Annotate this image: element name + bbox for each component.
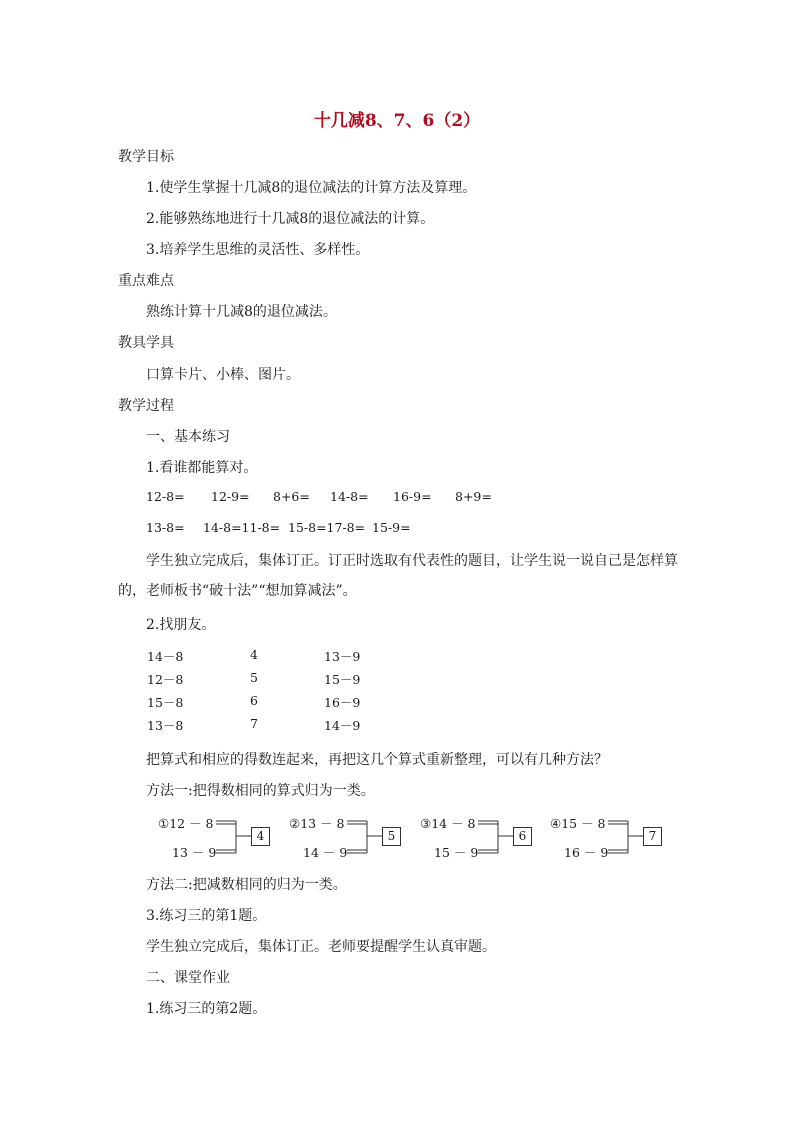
friend-expression-right: 16－9 — [324, 695, 361, 710]
friend-expression-left: 12－8 — [147, 672, 184, 687]
group-top-expression: ②13 － 8 — [289, 816, 345, 831]
friend-expression-right: 15－9 — [324, 672, 361, 687]
heading-teaching-goals: 教学目标 — [118, 149, 174, 165]
friend-expression-right: 14－9 — [324, 718, 361, 733]
calc-expression: 12-9= — [211, 489, 250, 504]
calc-expression: 16-9= — [393, 489, 432, 504]
group-bottom-expression: 13 － 9 — [172, 845, 217, 860]
calc-expression: 14-8=11-8= — [203, 520, 281, 535]
group-bottom-expression: 16 － 9 — [564, 845, 609, 860]
group-bottom-expression: 14 － 9 — [303, 845, 348, 860]
part-two-heading: 二、课堂作业 — [146, 970, 230, 986]
homework-item-1: 1.练习三的第2题。 — [146, 1001, 267, 1017]
calc-expression: 8+6= — [273, 489, 310, 504]
friend-expression-right: 13－9 — [324, 649, 361, 664]
group-top-expression: ④15 － 8 — [550, 816, 606, 831]
paragraph-correction: 学生独立完成后，集体订正。订正时选取有代表性的题目，让学生说一说自己是怎样算的，老师板书“破十法”“想加算减法”。 — [118, 553, 678, 599]
exercise-item-1: 1.看谁都能算对。 — [146, 460, 258, 476]
friend-result: 7 — [250, 716, 258, 731]
page-title: 十几减8、7、6（2） — [313, 111, 481, 131]
calc-expression: 15-8=17-8= — [288, 520, 366, 535]
exercise-item-2: 2.找朋友。 — [146, 617, 216, 633]
paragraph-question: 把算式和相应的得数连起来，再把这几个算式重新整理，可以有几种方法？ — [146, 752, 608, 768]
group-diagram — [420, 810, 540, 862]
key-points-text: 熟练计算十几减8的退位减法。 — [146, 304, 337, 320]
method-two: 方法二:把减数相同的归为一类。 — [146, 877, 347, 893]
group-top-expression: ①12 － 8 — [158, 816, 214, 831]
result-box: 4 — [251, 827, 270, 846]
friend-result: 6 — [250, 693, 258, 708]
result-box: 7 — [643, 827, 662, 846]
group-top-expression: ③14 － 8 — [420, 816, 476, 831]
friend-expression-left: 15－8 — [147, 695, 184, 710]
paragraph-review: 学生独立完成后，集体订正。老师要提醒学生认真审题。 — [146, 939, 496, 955]
calc-expression: 8+9= — [455, 489, 492, 504]
friend-result: 4 — [250, 647, 258, 662]
friend-expression-left: 14－8 — [147, 649, 184, 664]
result-box: 6 — [513, 827, 532, 846]
group-diagram — [550, 810, 670, 862]
part-one-heading: 一、基本练习 — [146, 429, 230, 445]
exercise-item-3: 3.练习三的第1题。 — [146, 908, 267, 924]
heading-key-points: 重点难点 — [118, 273, 174, 289]
friend-result: 5 — [250, 670, 258, 685]
group-diagram — [158, 810, 278, 862]
tools-text: 口算卡片、小棒、图片。 — [146, 367, 300, 383]
goal-item: 1.使学生掌握十几减8的退位减法的计算方法及算理。 — [146, 180, 477, 196]
calc-expression: 12-8= — [146, 489, 185, 504]
goal-item: 2.能够熟练地进行十几减8的退位减法的计算。 — [146, 211, 435, 227]
heading-teaching-process: 教学过程 — [118, 398, 174, 414]
calc-expression: 13-8= — [146, 520, 185, 535]
calc-expression: 15-9= — [372, 520, 411, 535]
result-box: 5 — [382, 827, 401, 846]
friend-expression-left: 13－8 — [147, 718, 184, 733]
method-one: 方法一:把得数相同的算式归为一类。 — [146, 783, 375, 799]
heading-tools: 教具学具 — [118, 335, 174, 351]
calc-expression: 14-8= — [330, 489, 369, 504]
group-diagram — [289, 810, 409, 862]
group-bottom-expression: 15 － 9 — [434, 845, 479, 860]
goal-item: 3.培养学生思维的灵活性、多样性。 — [146, 242, 370, 258]
